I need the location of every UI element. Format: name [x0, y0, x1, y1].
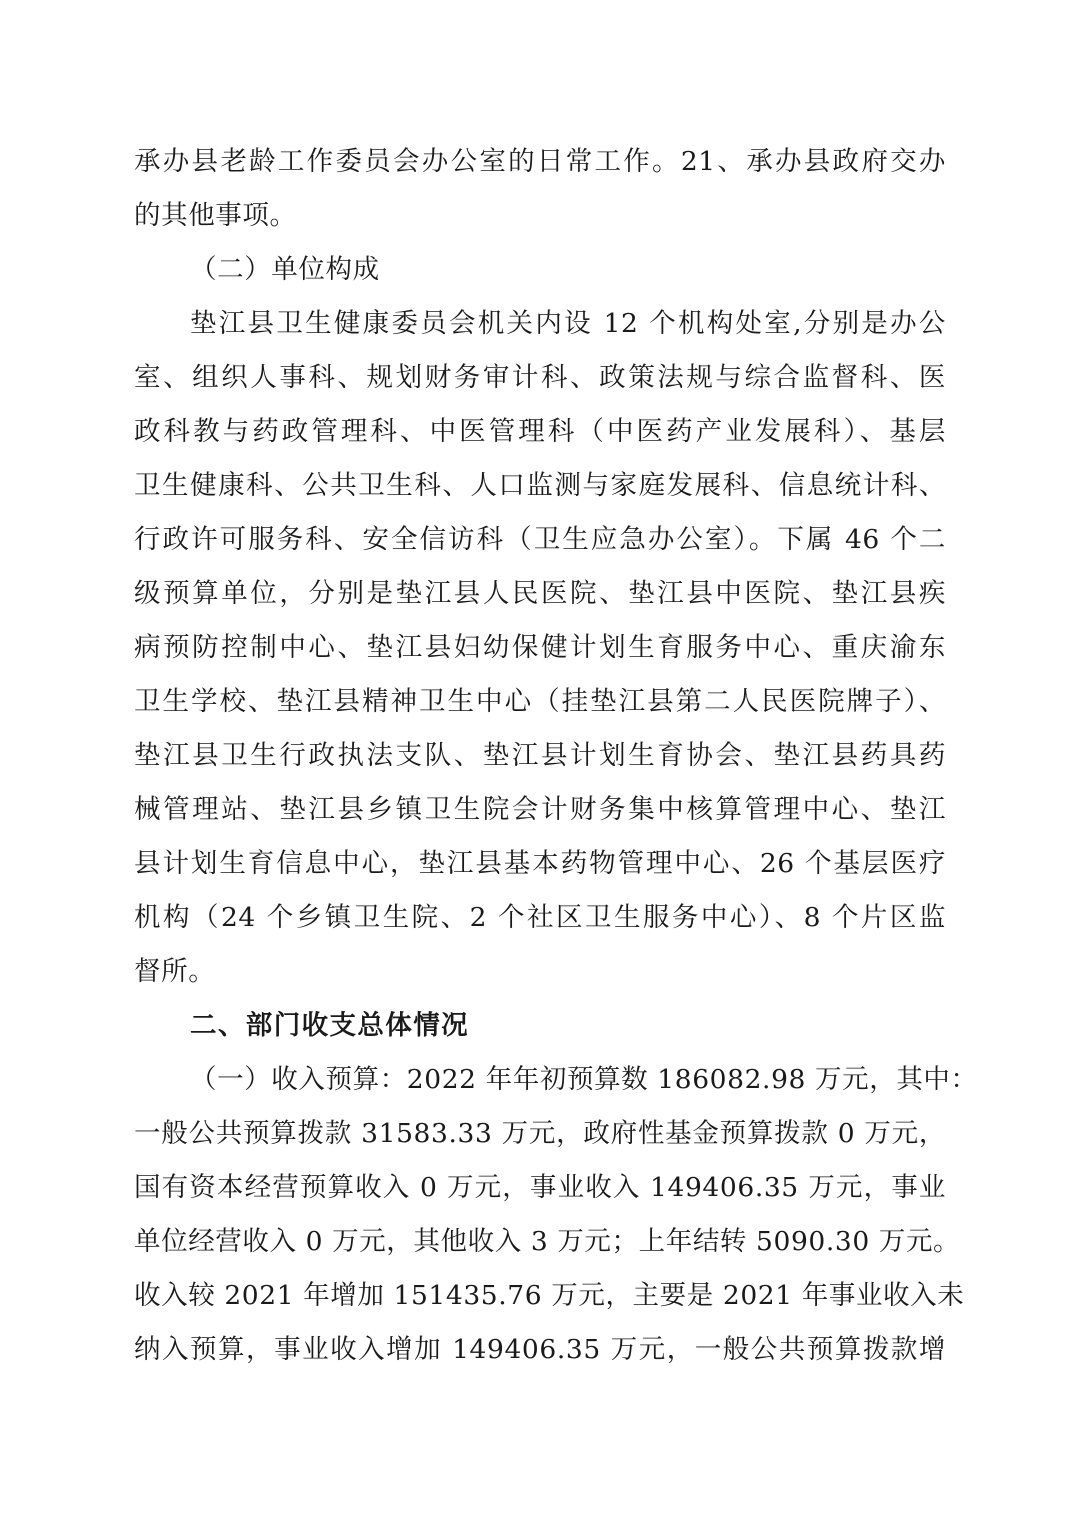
- paragraph-line: 行政许可服务科、安全信访科（卫生应急办公室）。下属 46 个二: [134, 524, 946, 555]
- paragraph-line: 县计划生育信息中心，垫江县基本药物管理中心、26 个基层医疗: [134, 848, 946, 879]
- paragraph-line: 一般公共预算拨款 31583.33 万元，政府性基金预算拨款 0 万元，: [134, 1118, 946, 1149]
- paragraph-line: 纳入预算，事业收入增加 149406.35 万元，一般公共预算拨款增: [134, 1334, 946, 1365]
- paragraph-line: 单位经营收入 0 万元，其他收入 3 万元；上年结转 5090.30 万元。: [134, 1226, 961, 1257]
- paragraph-line: 承办县老龄工作委员会办公室的日常工作。21、承办县政府交办: [134, 146, 946, 177]
- paragraph-line: 垫江县卫生健康委员会机关内设 12 个机构处室,分别是办公: [190, 308, 946, 339]
- paragraph-line: 政科教与药政管理科、中医管理科（中医药产业发展科）、基层: [134, 416, 946, 447]
- section-heading: 二、部门收支总体情况: [190, 1010, 469, 1041]
- paragraph-line: 室、组织人事科、规划财务审计科、政策法规与综合监督科、医: [134, 362, 946, 393]
- paragraph-line: （一）收入预算：2022 年年初预算数 186082.98 万元，其中：: [190, 1064, 978, 1095]
- paragraph-line: 卫生健康科、公共卫生科、人口监测与家庭发展科、信息统计科、: [134, 470, 946, 501]
- paragraph-line: 垫江县卫生行政执法支队、垫江县计划生育协会、垫江县药具药: [134, 740, 946, 771]
- paragraph-line: 国有资本经营预算收入 0 万元，事业收入 149406.35 万元，事业: [134, 1172, 946, 1203]
- paragraph-line: 病预防控制中心、垫江县妇幼保健计划生育服务中心、重庆渝东: [134, 632, 946, 663]
- paragraph-line: 机构（24 个乡镇卫生院、2 个社区卫生服务中心）、8 个片区监: [134, 902, 946, 933]
- paragraph-line: 督所。: [134, 956, 216, 987]
- paragraph-line: 械管理站、垫江县乡镇卫生院会计财务集中核算管理中心、垫江: [134, 794, 946, 825]
- subsection-heading: （二）单位构成: [190, 254, 380, 285]
- paragraph-line: 级预算单位，分别是垫江县人民医院、垫江县中医院、垫江县疾: [134, 578, 946, 609]
- paragraph-line: 卫生学校、垫江县精神卫生中心（挂垫江县第二人民医院牌子）、: [134, 686, 946, 717]
- paragraph-line: 收入较 2021 年增加 151435.76 万元，主要是 2021 年事业收入未: [134, 1280, 965, 1311]
- paragraph-line: 的其他事项。: [134, 200, 297, 231]
